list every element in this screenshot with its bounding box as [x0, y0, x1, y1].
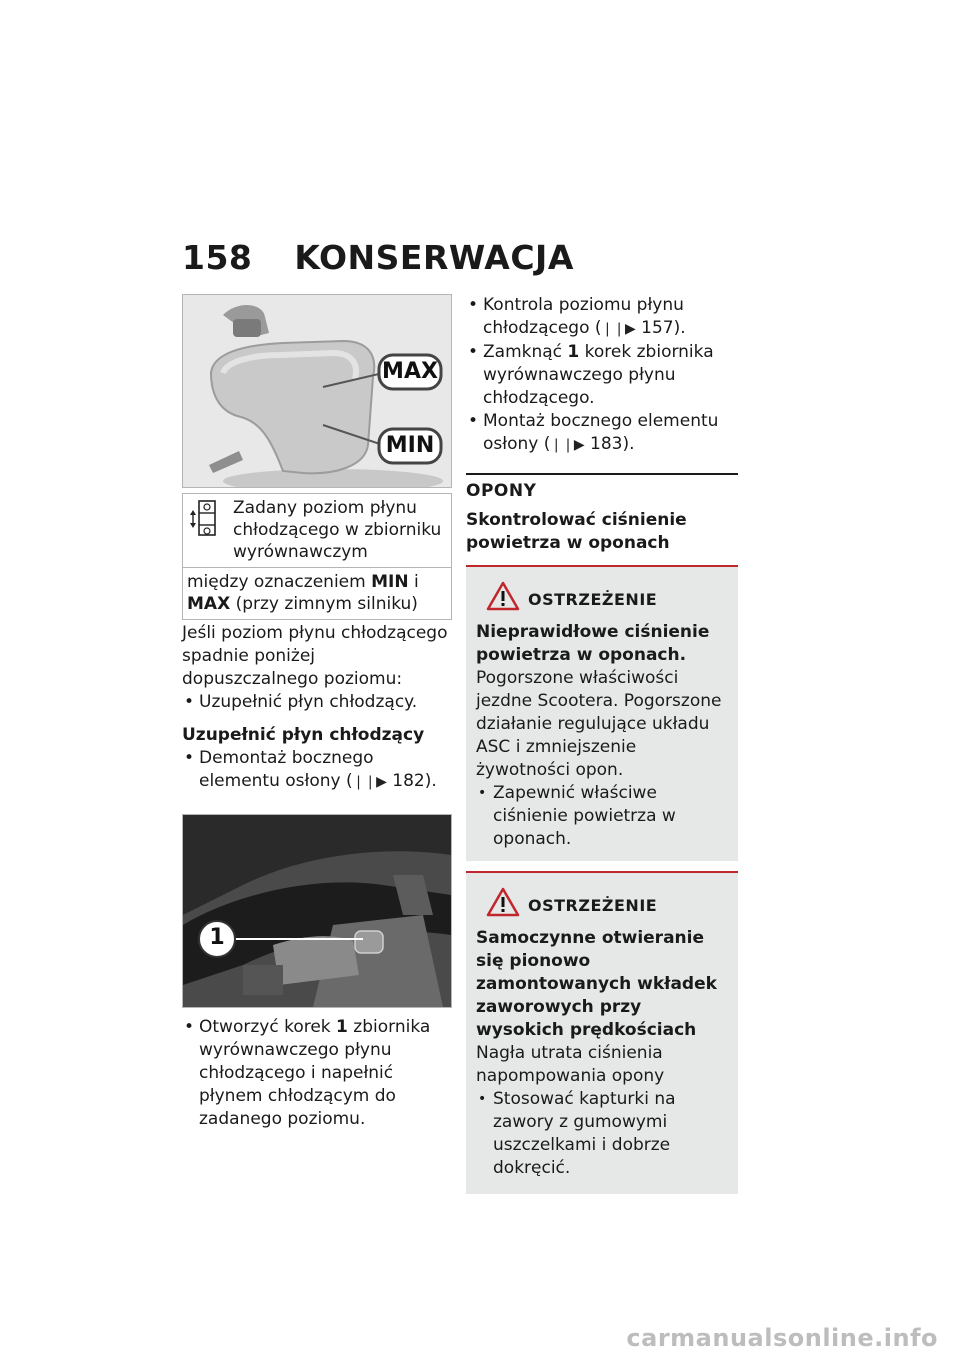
- list-item-text: Otworzyć korek: [199, 1017, 337, 1037]
- table-cell-spec: [183, 494, 452, 568]
- coolant-tank-illustration: [183, 295, 451, 487]
- table-row: [183, 494, 452, 568]
- warning-consequence: Nagła utrata ciśnienia napompowania opony: [476, 1043, 665, 1086]
- page-number: 158: [182, 238, 253, 277]
- list-item: [182, 1016, 452, 1131]
- page-reference-arrow-icon: ❘❘▶: [601, 321, 636, 337]
- warning-header: [486, 581, 728, 611]
- list-item: • Uzupełnić płyn chłodzący.: [182, 691, 452, 714]
- list-item-text: ).: [673, 318, 686, 338]
- warning-action: • Zapewnić właściwe ciśnienie powietrza w oponach.: [476, 782, 728, 851]
- spec-min-label: MIN: [371, 572, 409, 592]
- page-reference-link[interactable]: 182: [392, 771, 425, 791]
- page-header: [182, 238, 574, 277]
- spec-value-text: między oznaczeniem: [187, 572, 372, 592]
- warning-triangle-icon: [486, 581, 520, 611]
- section-title: OPONY: [466, 481, 537, 501]
- page-reference-link[interactable]: 183: [590, 434, 623, 454]
- table-row: [183, 568, 452, 620]
- list-item-text: korek zbiornika wyrównawczego płynu chłodzącego.: [483, 342, 714, 408]
- list-item-text: zbiornika wyrównawczego płynu chłodzącego i napełnić płynem chłodzącym do zadanego poziomu.: [199, 1017, 431, 1129]
- list-item: [466, 410, 738, 457]
- spec-max-label: MAX: [187, 594, 231, 614]
- coolant-level-icon: [187, 497, 233, 543]
- warning-triangle-icon: [486, 887, 520, 917]
- table-cell-value: [183, 568, 452, 620]
- page-reference-arrow-icon: ❘❘▶: [550, 437, 585, 453]
- list-item: [466, 341, 738, 410]
- list-item: [466, 294, 738, 341]
- list-item: [182, 747, 452, 794]
- section-subtitle: Skontrolować ciśnienie powietrza w oponach: [466, 510, 687, 553]
- warning-title: OSTRZEŻENIE: [528, 589, 658, 609]
- warning-header: [486, 887, 728, 917]
- min-mark-label: MIN: [385, 433, 435, 458]
- coolant-cap-figure: [182, 814, 452, 1008]
- coolant-spec-table: [182, 493, 452, 620]
- list-item-text: ).: [424, 771, 437, 791]
- spec-value-text: (przy zimnym silniku): [230, 594, 418, 614]
- warning-title: OSTRZEŻENIE: [528, 895, 658, 915]
- page-reference-arrow-icon: ❘❘▶: [352, 774, 387, 790]
- list-item-text: ).: [622, 434, 635, 454]
- list-item-text: Montaż bocznego elementu osłony (: [483, 411, 719, 454]
- left-column: [182, 294, 452, 1131]
- warning-box: [466, 565, 738, 861]
- list-item-text: Zamknąć: [483, 342, 568, 362]
- watermark: carmanualsonline.info: [626, 1324, 938, 1352]
- page-reference-link[interactable]: 157: [641, 318, 674, 338]
- list-item-text: Kontrola poziomu płynu chłodzącego (: [483, 295, 684, 338]
- coolant-tank-figure: [182, 294, 452, 488]
- callout-reference: 1: [567, 342, 580, 362]
- refill-subheading: Uzupełnić płyn chłodzący: [182, 725, 425, 745]
- spec-description: Zadany poziom płynu chłodzącego w zbiorniku wyrównawczym: [233, 498, 442, 562]
- warning-consequence: Pogorszone właściwości jezdne Scootera. Pogorszone działanie regulujące układu ASC i zmniejszenie żywotności opon.: [476, 668, 722, 780]
- warning-hazard: Samoczynne otwieranie się pionowo zamontowanych wkładek zaworowych przy wysokich prędkościach: [476, 928, 717, 1040]
- low-level-paragraph: Jeśli poziom płynu chłodzącego spadnie poniżej dopuszczalnego poziomu:: [182, 623, 448, 689]
- callout-reference: 1: [336, 1017, 348, 1037]
- page-title: KONSERWACJA: [294, 238, 574, 277]
- section-divider: [466, 473, 738, 475]
- warning-hazard: Nieprawidłowe ciśnienie powietrza w oponach.: [476, 622, 710, 665]
- warning-action: • Stosować kapturki na zawory z gumowymi uszczelkami i dobrze dokręcić.: [476, 1088, 728, 1180]
- max-mark-label: MAX: [382, 359, 438, 384]
- motorcycle-coolant-cap-photo: [183, 815, 451, 1007]
- callout-label-1: 1: [209, 925, 225, 950]
- right-column: [466, 294, 738, 1194]
- spec-value-text: i: [408, 572, 419, 592]
- list-item-text: Demontaż bocznego elementu osłony (: [199, 748, 374, 791]
- warning-box: [466, 871, 738, 1194]
